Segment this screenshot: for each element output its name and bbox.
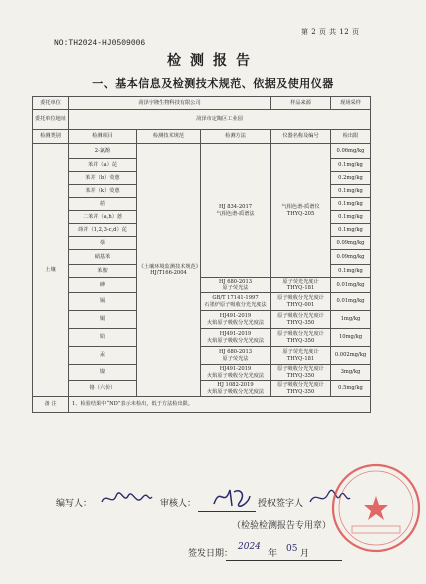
- limit-cell: 3mg/kg: [331, 365, 371, 381]
- instrument-cell: 原子吸收分光光度计 THYQ-350: [271, 381, 331, 397]
- item-cell: 二苯并（a,h）蒽: [69, 211, 137, 224]
- issue-year: 2024: [238, 542, 261, 552]
- limit-cell: 0.1mg/kg: [331, 211, 371, 224]
- col-spec: 检测技术规范: [137, 130, 201, 144]
- limit-cell: 0.1mg/kg: [331, 159, 371, 172]
- section-title: 一、基本信息及检测技术规范、依据及使用仪器: [92, 77, 334, 90]
- spec-value: 《土壤环境监测技术规范》HJ/T166-2004: [137, 144, 201, 397]
- table-row: [33, 381, 371, 397]
- method-cell: HJ 834-2017 气相色谱-质谱法: [201, 144, 271, 278]
- table-row: [33, 278, 371, 293]
- item-cell: 铜: [69, 311, 137, 329]
- limit-cell: 0.1mg/kg: [331, 185, 371, 198]
- col-category: 检测类别: [33, 130, 69, 144]
- item-cell: 苯胺: [69, 265, 137, 278]
- instrument-cell: 原子吸收分光光度计 THYQ-001: [271, 293, 331, 311]
- client-value: 菏泽宇隆生物科技有限公司: [69, 97, 271, 110]
- issue-month: 05: [286, 544, 298, 554]
- instrument-cell: 原子荧光光度计 THYQ-181: [271, 347, 331, 365]
- seal-note: （检验检测报告专用章）: [232, 521, 332, 531]
- address-label: 委托单位地址: [33, 110, 69, 130]
- item-cell: 苯并（b）荧蒽: [69, 172, 137, 185]
- item-cell: 铅: [69, 329, 137, 347]
- instrument-cell: 原子吸收分光光度计 THYQ-350: [271, 311, 331, 329]
- approver-label: 授权签字人: [258, 499, 304, 509]
- col-instrument: 仪器名称及编号: [271, 130, 331, 144]
- item-cell: 镉: [69, 293, 137, 311]
- item-cell: 铬（六价）: [69, 381, 137, 397]
- item-cell: 䓛: [69, 198, 137, 211]
- address-row: [33, 110, 371, 130]
- remarks-label: 备 注: [33, 397, 69, 413]
- limit-cell: 10mg/kg: [331, 329, 371, 347]
- method-cell: HJ491-2019 火焰原子吸收分光光度法: [201, 365, 271, 381]
- reviewer-label: 审核人：: [160, 499, 197, 509]
- item-cell: 苯并（k）荧蒽: [69, 185, 137, 198]
- limit-cell: 0.01mg/kg: [331, 278, 371, 293]
- method-cell: HJ491-2019 火焰原子吸收分光光度法: [201, 329, 271, 347]
- item-cell: 萘: [69, 237, 137, 250]
- instrument-cell: 原子吸收分光光度计 THYQ-350: [271, 365, 331, 381]
- limit-cell: 0.06mg/kg: [331, 144, 371, 159]
- col-item: 检测项目: [69, 130, 137, 144]
- client-label: 委托单位: [33, 97, 69, 110]
- table-row: [33, 144, 371, 159]
- item-cell: 硝基苯: [69, 250, 137, 265]
- item-cell: 砷: [69, 278, 137, 293]
- limit-cell: 0.1mg/kg: [331, 224, 371, 237]
- inspection-seal: [330, 462, 422, 554]
- limit-cell: 1mg/kg: [331, 311, 371, 329]
- preparer-label: 编写人：: [56, 499, 93, 509]
- table-row: [33, 347, 371, 365]
- limit-cell: 0.5mg/kg: [331, 381, 371, 397]
- method-cell: HJ 680-2013 原子荧光法: [201, 278, 271, 293]
- report-number: NO:TH2024-HJ0509006: [54, 39, 146, 48]
- table-row: [33, 329, 371, 347]
- table-row: [33, 293, 371, 311]
- instrument-cell: 气相色谱-质谱仪 THYQ-205: [271, 144, 331, 278]
- category-value: 土壤: [33, 144, 69, 397]
- client-row: [33, 97, 371, 110]
- issue-month-unit: 月: [300, 549, 310, 559]
- limit-cell: 0.002mg/kg: [331, 347, 371, 365]
- item-cell: 镍: [69, 365, 137, 381]
- limit-cell: 0.01mg/kg: [331, 293, 371, 311]
- source-value: 现场采样: [331, 97, 371, 110]
- limit-cell: 0.09mg/kg: [331, 250, 371, 265]
- item-cell: 苯并（a）芘: [69, 159, 137, 172]
- method-cell: HJ 680-2013 原子荧光法: [201, 347, 271, 365]
- table-row: [33, 365, 371, 381]
- method-cell: HJ491-2019 火焰原子吸收分光光度法: [201, 311, 271, 329]
- method-cell: GB/T 17141-1997 石墨炉原子吸收分光光度法: [201, 293, 271, 311]
- limit-cell: 0.2mg/kg: [331, 172, 371, 185]
- limit-cell: 0.1mg/kg: [331, 265, 371, 278]
- issue-year-unit: 年: [268, 549, 278, 559]
- col-method: 检测方法: [201, 130, 271, 144]
- issue-date-label: 签发日期：: [188, 549, 234, 559]
- col-limit: 检出限: [331, 130, 371, 144]
- remarks-text: 1、检验结果中“ND”表示未检出，低于方法检出限。: [69, 397, 371, 413]
- report-title: 检测报告: [167, 53, 259, 69]
- issue-date-line: [226, 559, 342, 561]
- column-header-row: [33, 130, 371, 144]
- source-label: 样品来源: [271, 97, 331, 110]
- page-number: 第 2 页 共 12 页: [301, 28, 360, 36]
- address-value: 菏泽市定陶区工业园: [69, 110, 371, 130]
- reviewer-signature: [210, 484, 252, 510]
- item-cell: 茚并（1,2,3-c,d）芘: [69, 224, 137, 237]
- item-cell: 汞: [69, 347, 137, 365]
- reviewer-line: [198, 510, 256, 512]
- item-cell: 2-氯酚: [69, 144, 137, 159]
- instrument-cell: 原子荧光光度计 THYQ-181: [271, 278, 331, 293]
- table-row: [33, 311, 371, 329]
- remarks-row: [33, 397, 371, 413]
- instrument-cell: 原子吸收分光光度计 THYQ-350: [271, 329, 331, 347]
- method-cell: HJ 1082-2019 火焰原子吸收分光光度法: [201, 381, 271, 397]
- limit-cell: 0.09mg/kg: [331, 237, 371, 250]
- preparer-signature: [98, 488, 154, 510]
- limit-cell: 0.1mg/kg: [331, 198, 371, 211]
- info-table: [32, 96, 371, 413]
